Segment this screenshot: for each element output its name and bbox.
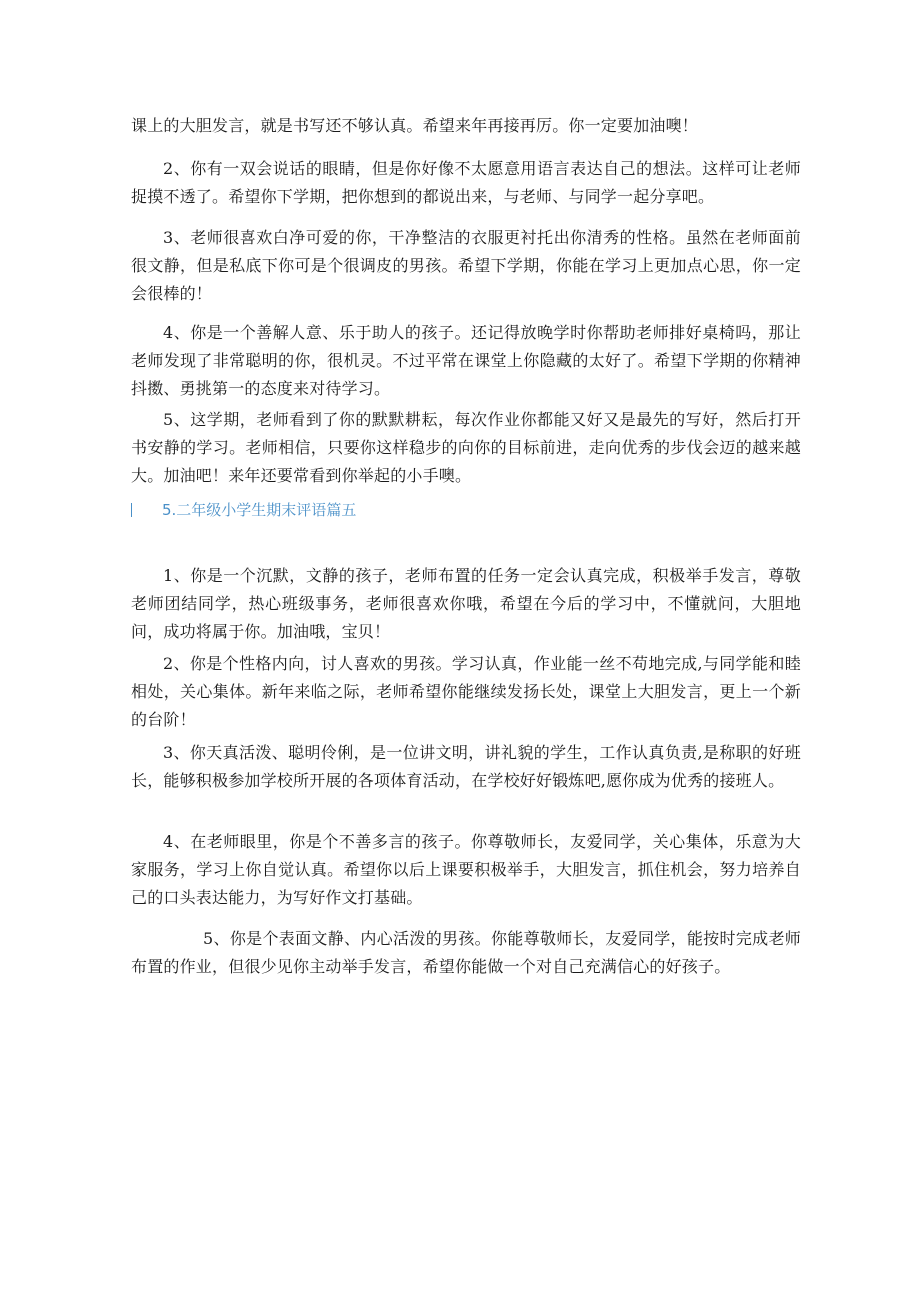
section-heading-text: 5.二年级小学生期末评语篇五 xyxy=(162,501,357,519)
heading-bar xyxy=(131,503,132,517)
comment-paragraph: 1、你是一个沉默，文静的孩子，老师布置的任务一定会认真完成，积极举手发言，尊敬老师团结同学，热心班级事务，老师很喜欢你哦，希望在今后的学习中，不懂就问，大胆地问，成功将属于你。加油哦，宝贝！ xyxy=(131,566,801,641)
comment-paragraph: 3、老师很喜欢白净可爱的你，干净整洁的衣服更衬托出你清秀的性格。虽然在老师面前很文静，但是私底下你可是个很调皮的男孩。希望下学期，你能在学习上更加点心思，你一定会很棒的！ xyxy=(131,228,801,303)
comment-paragraph: 3、你天真活泼、聪明伶俐，是一位讲文明，讲礼貌的学生，工作认真负责,是称职的好班长，能够积极参加学校所开展的各项体育活动，在学校好好锻炼吧,愿你成为优秀的接班人。 xyxy=(131,743,801,790)
section-heading xyxy=(131,498,356,522)
comment-paragraph: 2、你是个性格内向，讨人喜欢的男孩。学习认真，作业能一丝不苟地完成,与同学能和睦相处，关心集体。新年来临之际，老师希望你能继续发扬长处，课堂上大胆发言，更上一个新的台阶！ xyxy=(131,654,801,729)
comment-paragraph: 2、你有一双会说话的眼睛，但是你好像不太愿意用语言表达自己的想法。这样可让老师捉摸不透了。希望你下学期，把你想到的都说出来，与老师、与同学一起分享吧。 xyxy=(131,159,801,206)
comment-paragraph: 5、你是个表面文静、内心活泼的男孩。你能尊敬师长，友爱同学，能按时完成老师布置的作业，但很少见你主动举手发言，希望你能做一个对自己充满信心的好孩子。 xyxy=(131,929,801,976)
comment-paragraph: 4、你是一个善解人意、乐于助人的孩子。还记得放晚学时你帮助老师排好桌椅吗，那让老师发现了非常聪明的你，很机灵。不过平常在课堂上你隐藏的太好了。希望下学期的你精神抖擞、勇挑第一的态度来对待学习。 xyxy=(131,323,801,398)
comment-paragraph: 4、在老师眼里，你是个不善多言的孩子。你尊敬师长，友爱同学，关心集体，乐意为大家服务，学习上你自觉认真。希望你以后上课要积极举手，大胆发言，抓住机会，努力培养自己的口头表达能力，为写好作文打基础。 xyxy=(131,832,801,907)
continued-paragraph: 课上的大胆发言，就是书写还不够认真。希望来年再接再厉。你一定要加油噢！ xyxy=(131,116,699,135)
comment-paragraph: 5、这学期，老师看到了你的默默耕耘，每次作业你都能又好又是最先的写好，然后打开书安静的学习。老师相信，只要你这样稳步的向你的目标前进，走向优秀的步伐会迈的越来越大。加油吧！来年还要常看到你举起的小手噢。 xyxy=(131,410,801,485)
